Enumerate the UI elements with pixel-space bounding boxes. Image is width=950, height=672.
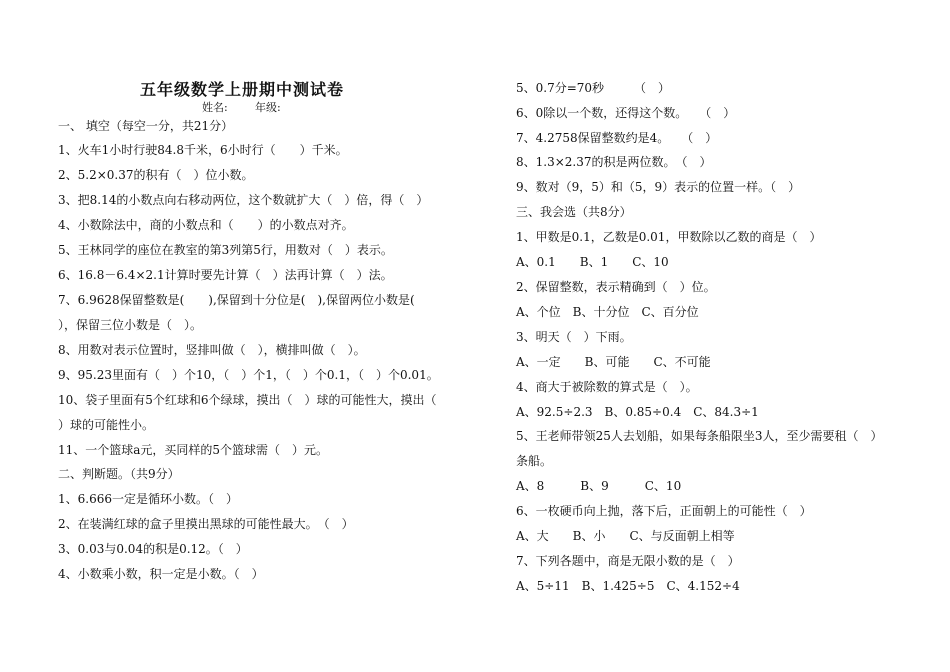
question-line: 1、6.666一定是循环小数。（ ） [58,492,238,506]
question-line: 1、甲数是0.1，乙数是0.01，甲数除以乙数的商是（ ） [516,230,822,244]
choice-options: A、个位 B、十分位 C、百分位 [516,305,699,319]
question-line-continuation: 条船。 [516,454,553,468]
question-line: 2、在装满红球的盒子里摸出黑球的可能性最大。 （ ） [58,517,354,531]
choice-options: A、0.1 B、1 C、10 [516,255,669,269]
question-line: 1、火车1小时行驶84.8千米，6小时行（ ）千米。 [58,143,348,157]
question-line: 8、用数对表示位置时，竖排叫做（ ），横排叫做（ ）。 [58,343,366,357]
section-heading-multiple-choice: 三、我会选（共8分） [516,205,632,219]
question-line: 6、一枚硬币向上抛，落下后，正面朝上的可能性（ ） [516,504,812,518]
question-line: 5、0.7分=70秒 （ ） [516,81,671,95]
question-line: 2、保留整数，表示精确到（ ）位。 [516,280,716,294]
question-line: 8、1.3×2.37的积是两位数。 （ ） [516,155,712,169]
question-line: 7、下列各题中，商是无限小数的是（ ） [516,554,740,568]
section-heading-fill-blanks: 一、 填空（每空一分，共21分） [58,119,234,133]
question-line: 5、王林同学的座位在教室的第3列第5行，用数对（ ）表示。 [58,243,393,257]
question-line: 5、王老师带领25人去划船，如果每条船限坐3人，至少需要租（ ） [516,429,883,443]
question-line: 4、小数除法中，商的小数点和（ ）的小数点对齐。 [58,218,354,232]
question-line: 6、16.8－6.4×2.1计算时要先计算（ ）法再计算（ ）法。 [58,268,393,282]
question-line: 11、一个篮球a元，买同样的5个篮球需（ ）元。 [58,443,329,457]
question-line: 9、95.23里面有（ ）个10，（ ）个1，（ ）个0.1，（ ）个0.01。 [58,368,439,382]
question-line: 10、袋子里面有5个红球和6个绿球，摸出（ ）球的可能性大，摸出（ [58,393,437,407]
page-title: 五年级数学上册期中测试卷 [140,80,345,99]
question-line: 2、5.2×0.37的积有（ ）位小数。 [58,168,254,182]
grade-label: 年级: [255,101,281,114]
section-heading-true-false: 二、判断题。（共9分） [58,467,180,481]
question-line: 3、明天（ ）下雨。 [516,330,632,344]
question-line: 4、小数乘小数，积一定是小数。（ ） [58,567,264,581]
name-label: 姓名: [202,101,228,114]
choice-options: A、92.5÷2.3 B、0.85÷0.4 C、84.3÷1 [516,405,759,419]
question-line: 9、数对（9，5）和（5，9）表示的位置一样。（ ） [516,180,801,194]
choice-options: A、5÷11 B、1.425÷5 C、4.152÷4 [516,579,740,593]
question-line-continuation: ）球的可能性小。 [58,418,155,432]
question-line-continuation: ），保留三位小数是（ ）。 [58,318,203,332]
question-line: 7、6.9628保留整数是( ),保留到十分位是( ),保留两位小数是( [58,293,415,307]
question-line: 3、0.03与0.04的积是0.12。（ ） [58,542,248,556]
question-line: 7、4.2758保留整数约是4。 （ ） [516,131,718,145]
question-line: 4、商大于被除数的算式是（ ）。 [516,380,698,394]
choice-options: A、一定 B、可能 C、不可能 [516,355,711,369]
choice-options: A、8 B、9 C、10 [516,479,682,493]
question-line: 3、把8.14的小数点向右移动两位，这个数就扩大（ ）倍，得（ ） [58,193,429,207]
question-line: 6、0除以一个数，还得这个数。 （ ） [516,106,736,120]
choice-options: A、大 B、小 C、与反面朝上相等 [516,529,735,543]
